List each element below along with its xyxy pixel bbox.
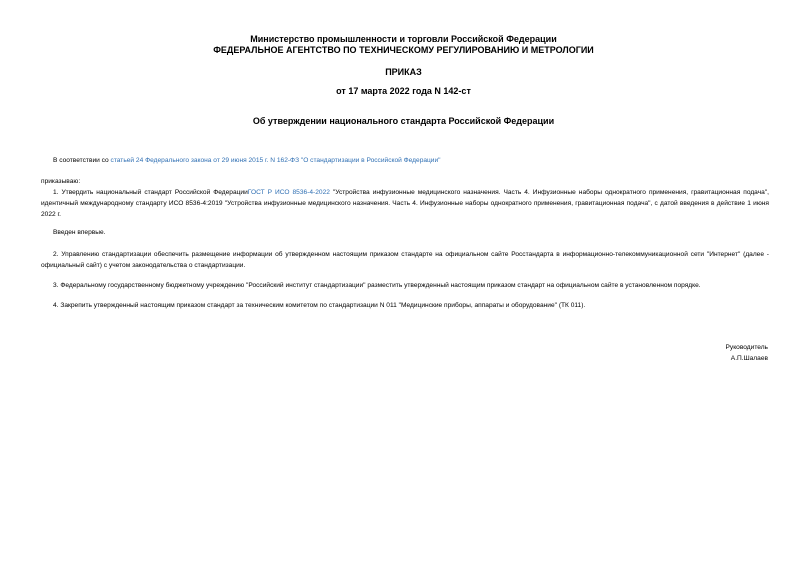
item-1-prefix: 1. Утвердить национальный стандарт Российской Федерации — [53, 189, 248, 196]
standard-link[interactable]: ГОСТ Р ИСО 8536-4-2022 — [247, 189, 330, 196]
item-1-suffix: "Устройства инфузионные медицинского назначения. Часть 4. Инфузионные наборы однократного применения, гравитационная подача", идентичный международному стандарту ИСО 8536-4:2019 "Устройства инфузионные медицинского назначения. Часть 4. Инфузионные наборы однократного применения, гравитационная подача", с датой введения в действие 1 июня 2022 г. — [41, 189, 769, 218]
agency-title: ФЕДЕРАЛЬНОЕ АГЕНТСТВО ПО ТЕХНИЧЕСКОМУ РЕГУЛИРОВАНИЮ И МЕТРОЛОГИИ — [213, 45, 594, 55]
order-word: приказываю: — [41, 178, 81, 185]
basis-prefix: В соответствии со — [53, 157, 111, 164]
item-2-paragraph: 2. Управлению стандартизации обеспечить размещение информации об утвержденном настоящим приказом стандарте на официальном сайте Росстандарта в информационно-телекоммуникационной сети "Интернет" (далее - официальный сайт) с учетом законодательства о стандартизации. — [41, 251, 769, 269]
document-subject: Об утверждении национального стандарта Российской Федерации — [252, 116, 555, 126]
item-1-paragraph — [41, 187, 769, 220]
item-3-paragraph: 3. Федеральному государственному бюджетному учреждению "Российский институт стандартизации" разместить утвержденный настоящим приказом стандарт на официальном сайте в установленном порядке. — [53, 282, 701, 289]
basis-paragraph — [41, 155, 769, 166]
document-type: ПРИКАЗ — [385, 67, 422, 77]
document-date-number: от 17 марта 2022 года N 142-ст — [336, 86, 471, 96]
signature-name: А.П.Шалаев — [730, 355, 768, 362]
federal-law-link[interactable]: статьей 24 Федерального закона от 29 июня 2015 г. N 162-ФЗ "О стандартизации в Российской Федерации" — [110, 157, 441, 164]
intro-note: Введен впервые. — [53, 229, 106, 236]
ministry-title: Министерство промышленности и торговли Российской Федерации — [250, 34, 557, 44]
signature-role: Руководитель — [725, 344, 768, 351]
item-4-paragraph: 4. Закрепить утвержденный настоящим приказом стандарт за техническим комитетом по стандартизации N 011 "Медицинские приборы, аппараты и оборудование" (ТК 011). — [53, 302, 586, 309]
